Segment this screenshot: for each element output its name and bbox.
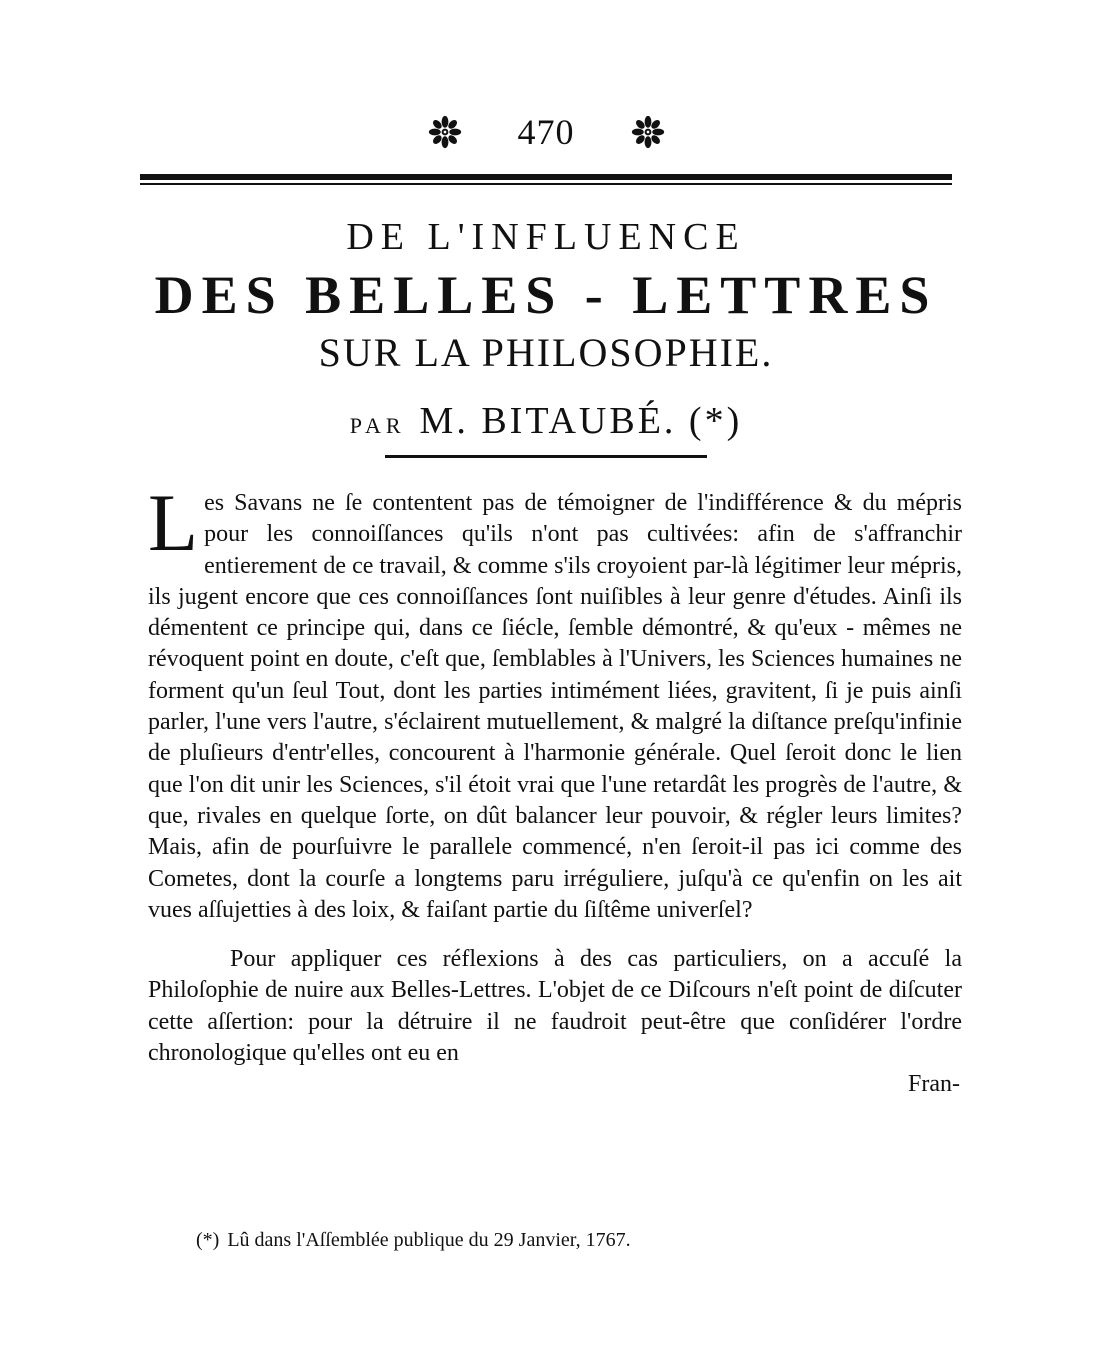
title-line-1: DE L'INFLUENCE xyxy=(346,216,746,258)
paragraph-1-text: es Savans ne ſe contentent pas de témoigner de l'indifférence & du mépris pour les connoiſſances qu'ils n'ont pas cultivées: afin de s'affranchir entierement de ce travail, & comme s'ils croyoient par-là légitimer leur mépris, ils jugent encore que ces connoiſſances ſont nuiſibles à leur genre d'études. Ainſi ils démentent ce principe qui, dans ce ſiécle, ſemble démontré, & qu'eux - mêmes ne révoquent point en doute, c'eſt que, ſemblables à l'Univers, les Sciences humaines ne forment qu'un ſeul Tout, dont les parties intimément liées, gravitent, ſi je puis ainſi parler, l'une vers l'autre, s'éclairent mutuellement, & malgré la diſtance preſqu'infinie de pluſieurs d'entr'elles, concourent à l'harmonie générale. Quel ſeroit donc le lien que l'on dit unir les Sciences, s'il étoit vrai que l'une retardât les progrès de l'autre, & que, rivales en quelque ſorte, on dût balancer leur pouvoir, & régler leurs limites? Mais, afin de pourſuivre le parallele commencé, n'en ſeroit-il pas ici comme des Cometes, dont la courſe a longtems paru irréguliere, juſqu'à ce qu'enfin on les ait vues aſſujetties à des loix, & faiſant partie du ſiſtême univerſel? xyxy=(148,490,962,923)
page-number: 470 xyxy=(517,112,575,152)
header-rule-thick xyxy=(140,174,952,180)
page-header xyxy=(140,112,952,152)
drop-cap: L xyxy=(148,477,199,568)
header-rule-thin xyxy=(140,183,952,185)
paragraph-2: Pour appliquer ces réflexions à des cas particuliers, on a accuſé la Philoſophie de nuire aux Belles-Lettres. L'objet de ce Diſcours n'eſt point de diſcuter cette aſſertion: pour la détruire il ne faudroit peut-être que conſidérer l'ordre chronologique qu'elles ont eu en xyxy=(148,946,962,1067)
author-line xyxy=(140,398,952,449)
footnote-text: Lû dans l'Aſſemblée publique du 29 Janvier, 1767. xyxy=(227,1229,631,1251)
fleuron-icon xyxy=(428,115,462,149)
catchword: Fran- xyxy=(908,1071,960,1098)
body-text xyxy=(148,477,962,1101)
title-line-3: SUR LA PHILOSOPHIE. xyxy=(318,330,774,375)
paragraph-1 xyxy=(148,477,962,926)
author-prefix: PAR xyxy=(349,413,406,438)
author-name: M. BITAUBÉ. (*) xyxy=(419,400,743,442)
fleuron-icon xyxy=(631,115,665,149)
title-block xyxy=(140,212,952,458)
footnote xyxy=(196,1226,896,1254)
footnote-mark: (*) xyxy=(196,1229,220,1251)
author-rule xyxy=(385,455,707,458)
title-line-2: DES BELLES - LETTRES xyxy=(154,265,938,325)
